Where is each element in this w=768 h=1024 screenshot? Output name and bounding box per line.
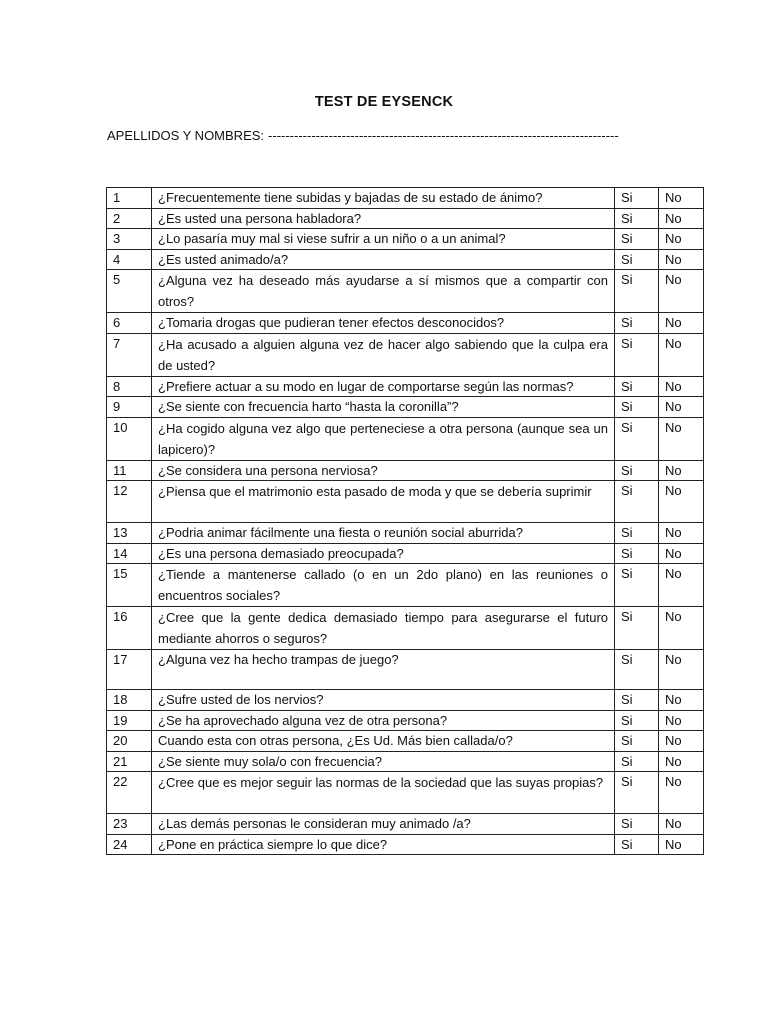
answer-si-option[interactable]: Si — [615, 710, 659, 731]
question-number: 17 — [107, 650, 152, 690]
question-text: ¿Tiende a mantenerse callado (o en un 2do plano) en las reuniones o encuentros sociales? — [152, 564, 615, 607]
table-row — [107, 313, 704, 334]
answer-no-option[interactable]: No — [659, 188, 704, 209]
answer-no-option[interactable]: No — [659, 543, 704, 564]
question-text: ¿Cree que la gente dedica demasiado tiempo para asegurarse el futuro mediante ahorros o seguros? — [152, 607, 615, 650]
table-row — [107, 460, 704, 481]
answer-no-option[interactable]: No — [659, 814, 704, 835]
question-number: 22 — [107, 772, 152, 814]
table-row — [107, 607, 704, 650]
table-row — [107, 397, 704, 418]
question-text: ¿Se considera una persona nerviosa? — [152, 460, 615, 481]
question-text: ¿Cree que es mejor seguir las normas de la sociedad que las suyas propias? — [152, 772, 615, 814]
answer-no-option[interactable]: No — [659, 731, 704, 752]
answer-no-option[interactable]: No — [659, 229, 704, 250]
answer-si-option[interactable]: Si — [615, 397, 659, 418]
answer-no-option[interactable]: No — [659, 607, 704, 650]
table-row — [107, 481, 704, 523]
answer-si-option[interactable]: Si — [615, 481, 659, 523]
answer-no-option[interactable]: No — [659, 481, 704, 523]
question-number: 5 — [107, 270, 152, 313]
question-text: ¿Es usted animado/a? — [152, 249, 615, 270]
answer-no-option[interactable]: No — [659, 772, 704, 814]
table-row — [107, 834, 704, 855]
answer-si-option[interactable]: Si — [615, 751, 659, 772]
answer-si-option[interactable]: Si — [615, 249, 659, 270]
question-text: ¿Alguna vez ha deseado más ayudarse a sí mismos que a compartir con otros? — [152, 270, 615, 313]
answer-si-option[interactable]: Si — [615, 188, 659, 209]
question-text: ¿Ha cogido alguna vez algo que perteneciese a otra persona (aunque sea un lapicero)? — [152, 417, 615, 460]
answer-no-option[interactable]: No — [659, 650, 704, 690]
answer-si-option[interactable]: Si — [615, 376, 659, 397]
question-text: ¿Podria animar fácilmente una fiesta o reunión social aburrida? — [152, 523, 615, 544]
table-row — [107, 650, 704, 690]
answer-si-option[interactable]: Si — [615, 650, 659, 690]
question-number: 18 — [107, 690, 152, 711]
table-row — [107, 376, 704, 397]
answer-si-option[interactable]: Si — [615, 564, 659, 607]
answer-si-option[interactable]: Si — [615, 417, 659, 460]
answer-no-option[interactable]: No — [659, 417, 704, 460]
question-number: 15 — [107, 564, 152, 607]
question-text: ¿Pone en práctica siempre lo que dice? — [152, 834, 615, 855]
questions-table-body — [107, 188, 704, 855]
answer-si-option[interactable]: Si — [615, 229, 659, 250]
answer-no-option[interactable]: No — [659, 376, 704, 397]
question-text: ¿Es usted una persona habladora? — [152, 208, 615, 229]
answer-no-option[interactable]: No — [659, 208, 704, 229]
question-number: 2 — [107, 208, 152, 229]
answer-no-option[interactable]: No — [659, 249, 704, 270]
answer-si-option[interactable]: Si — [615, 543, 659, 564]
question-text: ¿Piensa que el matrimonio esta pasado de moda y que se debería suprimir — [152, 481, 615, 523]
table-row — [107, 751, 704, 772]
question-text: ¿Se siente muy sola/o con frecuencia? — [152, 751, 615, 772]
question-text: ¿Se ha aprovechado alguna vez de otra persona? — [152, 710, 615, 731]
question-number: 3 — [107, 229, 152, 250]
question-number: 10 — [107, 417, 152, 460]
answer-si-option[interactable]: Si — [615, 523, 659, 544]
table-row — [107, 188, 704, 209]
question-number: 4 — [107, 249, 152, 270]
question-number: 11 — [107, 460, 152, 481]
answer-si-option[interactable]: Si — [615, 731, 659, 752]
table-row — [107, 543, 704, 564]
question-number: 1 — [107, 188, 152, 209]
question-number: 7 — [107, 333, 152, 376]
answer-si-option[interactable]: Si — [615, 208, 659, 229]
answer-si-option[interactable]: Si — [615, 814, 659, 835]
table-row — [107, 523, 704, 544]
answer-si-option[interactable]: Si — [615, 834, 659, 855]
question-number: 24 — [107, 834, 152, 855]
answer-no-option[interactable]: No — [659, 564, 704, 607]
question-number: 13 — [107, 523, 152, 544]
table-row — [107, 249, 704, 270]
question-number: 19 — [107, 710, 152, 731]
answer-no-option[interactable]: No — [659, 523, 704, 544]
name-field-blank[interactable]: --------------------------------------------------------------------------------- — [268, 128, 619, 143]
table-row — [107, 229, 704, 250]
table-row — [107, 772, 704, 814]
answer-no-option[interactable]: No — [659, 690, 704, 711]
answer-no-option[interactable]: No — [659, 460, 704, 481]
question-number: 12 — [107, 481, 152, 523]
table-row — [107, 710, 704, 731]
name-field-label: APELLIDOS Y NOMBRES: — [107, 128, 265, 143]
answer-si-option[interactable]: Si — [615, 333, 659, 376]
answer-si-option[interactable]: Si — [615, 270, 659, 313]
question-number: 16 — [107, 607, 152, 650]
answer-no-option[interactable]: No — [659, 397, 704, 418]
question-text: ¿Lo pasaría muy mal si viese sufrir a un niño o a un animal? — [152, 229, 615, 250]
question-number: 8 — [107, 376, 152, 397]
question-text: ¿Prefiere actuar a su modo en lugar de comportarse según las normas? — [152, 376, 615, 397]
table-row — [107, 814, 704, 835]
answer-no-option[interactable]: No — [659, 751, 704, 772]
table-row — [107, 731, 704, 752]
question-text: ¿Es una persona demasiado preocupada? — [152, 543, 615, 564]
question-number: 14 — [107, 543, 152, 564]
question-number: 20 — [107, 731, 152, 752]
table-row — [107, 270, 704, 313]
answer-si-option[interactable]: Si — [615, 607, 659, 650]
answer-no-option[interactable]: No — [659, 710, 704, 731]
question-text: ¿Se siente con frecuencia harto “hasta la coronilla”? — [152, 397, 615, 418]
question-number: 9 — [107, 397, 152, 418]
answer-no-option[interactable]: No — [659, 834, 704, 855]
question-text: ¿Ha acusado a alguien alguna vez de hacer algo sabiendo que la culpa era de usted? — [152, 333, 615, 376]
table-row — [107, 690, 704, 711]
answer-no-option[interactable]: No — [659, 270, 704, 313]
question-text: Cuando esta con otras persona, ¿Es Ud. Más bien callada/o? — [152, 731, 615, 752]
answer-si-option[interactable]: Si — [615, 690, 659, 711]
answer-si-option[interactable]: Si — [615, 460, 659, 481]
question-text: ¿Tomaria drogas que pudieran tener efectos desconocidos? — [152, 313, 615, 334]
questions-table — [106, 187, 704, 855]
question-text: ¿Frecuentemente tiene subidas y bajadas de su estado de ánimo? — [152, 188, 615, 209]
question-number: 23 — [107, 814, 152, 835]
answer-no-option[interactable]: No — [659, 333, 704, 376]
question-text: ¿Sufre usted de los nervios? — [152, 690, 615, 711]
question-text: ¿Alguna vez ha hecho trampas de juego? — [152, 650, 615, 690]
table-row — [107, 208, 704, 229]
answer-si-option[interactable]: Si — [615, 313, 659, 334]
document-title: TEST DE EYSENCK — [314, 94, 454, 110]
table-row — [107, 564, 704, 607]
question-number: 21 — [107, 751, 152, 772]
question-text: ¿Las demás personas le consideran muy animado /a? — [152, 814, 615, 835]
question-number: 6 — [107, 313, 152, 334]
table-row — [107, 417, 704, 460]
answer-no-option[interactable]: No — [659, 313, 704, 334]
table-row — [107, 333, 704, 376]
name-field-line — [107, 128, 667, 143]
answer-si-option[interactable]: Si — [615, 772, 659, 814]
